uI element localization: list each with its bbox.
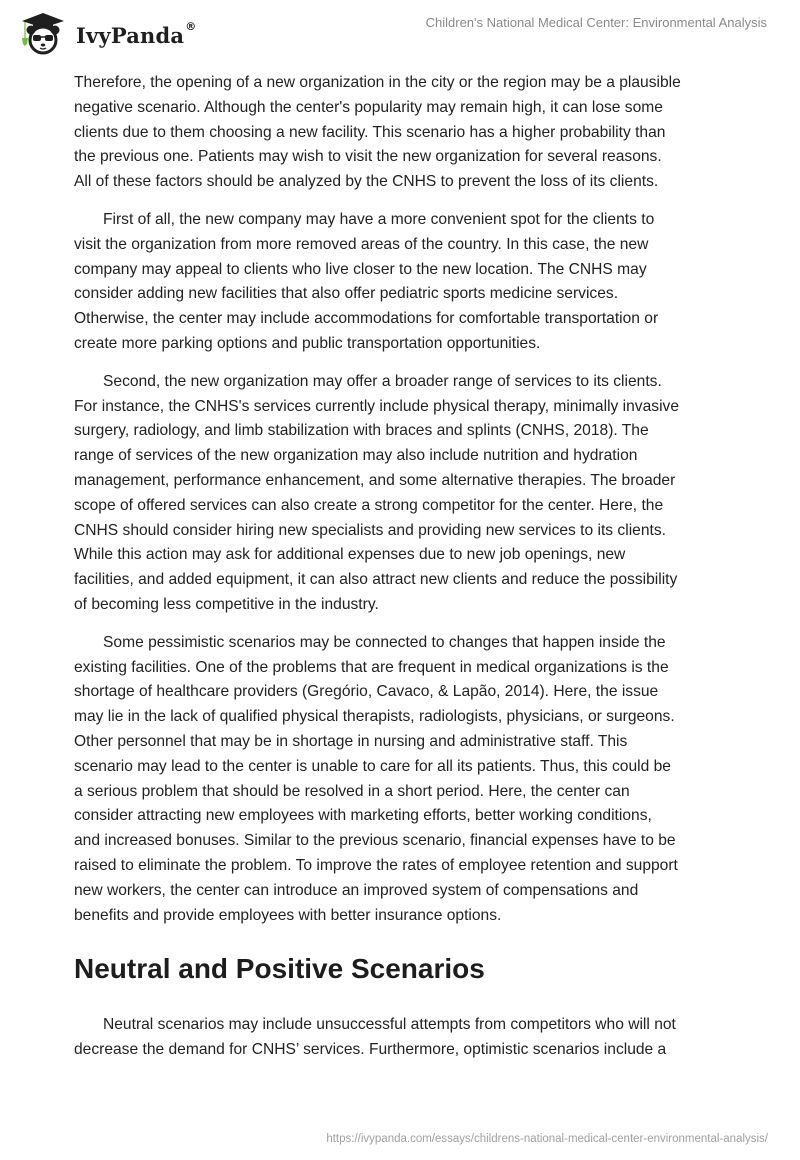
paragraph-line: Therefore, the opening of a new organization in the city or the region may be a plausible xyxy=(74,74,681,91)
paragraph-line: of becoming less competitive in the industry. xyxy=(74,595,379,613)
logo-wordmark: IvyPanda® xyxy=(76,19,197,48)
paragraph-line: management, performance enhancement, and some alternative therapies. The broader xyxy=(74,471,676,489)
paragraph-line: consider attracting new employees with marketing efforts, better working conditions, xyxy=(74,807,652,825)
paragraph-line: consider adding new facilities that also offer pediatric sports medicine services. xyxy=(74,285,619,303)
paragraph-line: For instance, the CNHS's services currently include physical therapy, minimally invasive xyxy=(74,397,680,415)
paragraph-line: raised to eliminate the problem. To improve the rates of employee retention and support xyxy=(74,856,678,874)
paragraph-line: facilities, and added equipment, it can also attract new clients and reduce the possibility xyxy=(74,571,678,589)
paragraph-line: and increased bonuses. Similar to the previous scenario, financial expenses have to be xyxy=(74,832,676,850)
paragraph-line: shortage of healthcare providers (Gregório, Cavaco, & Lapão, 2014). Here, the issue xyxy=(74,683,659,701)
source-url[interactable]: https://ivypanda.com/essays/childrens-national-medical-center-environmental-analysis/ xyxy=(326,1133,768,1145)
body-paragraph xyxy=(74,631,730,929)
paragraph-line: range of services of the new organization may also include nutrition and hydration xyxy=(74,447,638,465)
paragraphs-after-heading xyxy=(74,1013,730,1063)
paragraph-line: negative scenario. Although the center's popularity may remain high, it can lose some xyxy=(74,98,663,116)
paragraphs-before-heading xyxy=(74,71,730,928)
ivypanda-logo[interactable] xyxy=(16,8,196,56)
section-heading: Neutral and Positive Scenarios xyxy=(74,953,485,985)
page-header xyxy=(0,0,800,60)
paragraph-line: a serious problem that should be resolved in a short period. Here, the center can xyxy=(74,782,630,800)
paragraph-line: visit the organization from more removed areas of the country. In this case, the new xyxy=(74,235,649,253)
paragraph-line: surgery, radiology, and limb stabilization with braces and splints (CNHS, 2018). The xyxy=(74,422,649,440)
essay-body xyxy=(74,71,730,1076)
paragraph-line: Other personnel that may be in shortage in nursing and administrative staff. This xyxy=(74,732,628,750)
paragraph-line: Some pessimistic scenarios may be connected to changes that happen inside the xyxy=(103,633,666,651)
paragraph-line: Otherwise, the center may include accommodations for comfortable transportation or xyxy=(74,310,659,328)
paragraph-line: CNHS should consider hiring new specialists and providing new services to its clients. xyxy=(74,521,666,539)
body-paragraph xyxy=(74,1013,730,1063)
paragraph-line: First of all, the new company may have a more convenient spot for the clients to xyxy=(103,210,655,228)
document-title: Children's National Medical Center: Environmental Analysis xyxy=(425,15,767,30)
paragraph-line: decrease the demand for CNHS’ services. Furthermore, optimistic scenarios include a xyxy=(74,1041,667,1059)
paragraph-line: company may appeal to clients who live closer to the new location. The CNHS may xyxy=(74,260,647,278)
paragraph-line: scope of offered services can also create a strong competitor for the center. Here, the xyxy=(74,496,664,514)
paragraph-line: existing facilities. One of the problems that are frequent in medical organizations is the xyxy=(74,658,669,676)
body-paragraph xyxy=(74,370,730,618)
body-paragraph xyxy=(74,208,730,357)
paragraph-line: All of these factors should be analyzed by the CNHS to prevent the loss of its clients. xyxy=(74,173,659,191)
paragraph-line: benefits and provide employees with better insurance options. xyxy=(74,906,502,924)
paragraph-line: clients due to them choosing a new facility. This scenario has a higher probability than xyxy=(74,123,666,141)
paragraph-line: Neutral scenarios may include unsuccessful attempts from competitors who will not xyxy=(103,1016,676,1034)
paragraph-line: Second, the new organization may offer a broader range of services to its clients. xyxy=(103,372,662,390)
panda-graduate-icon xyxy=(16,8,68,56)
paragraph-line: may lie in the lack of qualified physical therapists, radiologists, physicians, or surgeons. xyxy=(74,708,675,726)
paragraph-line: While this action may ask for additional expenses due to new job openings, new xyxy=(74,546,626,564)
paragraph-line: create more parking options and public transportation opportunities. xyxy=(74,334,541,352)
body-paragraph xyxy=(74,71,730,195)
paragraph-line: new workers, the center can introduce an improved system of compensations and xyxy=(74,881,639,899)
paragraph-line: scenario may lead to the center is unable to care for all its patients. Thus, this could be xyxy=(74,757,671,775)
paragraph-line: the previous one. Patients may wish to visit the new organization for several reasons. xyxy=(74,148,662,166)
